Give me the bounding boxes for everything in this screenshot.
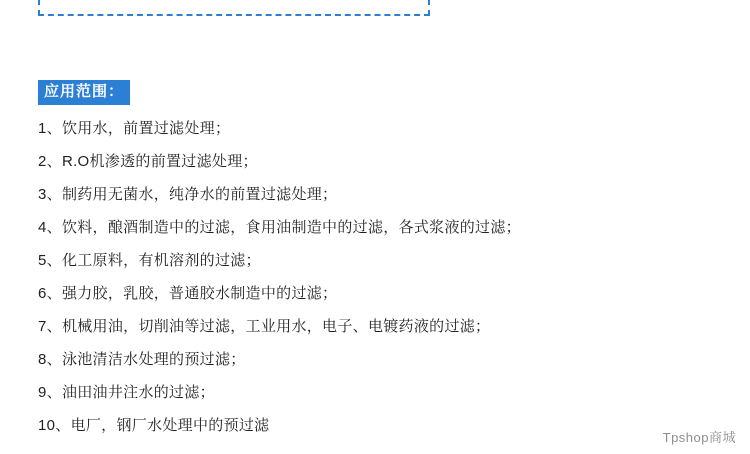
list-item: 9、油田油井注水的过滤； [38,384,215,401]
list-item: 2、R.O机渗透的前置过滤处理； [38,153,258,170]
application-scope-list [38,112,718,442]
list-item: 3、制药用无菌水，纯净水的前置过滤处理； [38,186,338,203]
list-item: 7、机械用油，切削油等过滤，工业用水，电子、电镀药液的过滤； [38,318,491,335]
list-item: 5、化工原料，有机溶剂的过滤； [38,252,261,269]
list-item: 1、饮用水，前置过滤处理； [38,120,231,137]
list-item: 4、饮料，酿酒制造中的过滤，食用油制造中的过滤，各式浆液的过滤； [38,219,521,236]
dashed-box-fragment [38,0,430,16]
list-item: 8、泳池清洁水处理的预过滤； [38,351,246,368]
page-title: 应用范围： [38,80,130,105]
list-item: 6、强力胶，乳胶，普通胶水制造中的过滤； [38,285,338,302]
watermark: Tpshop商城 [662,430,736,445]
list-item: 10、电厂，钢厂水处理中的预过滤 [38,417,270,434]
